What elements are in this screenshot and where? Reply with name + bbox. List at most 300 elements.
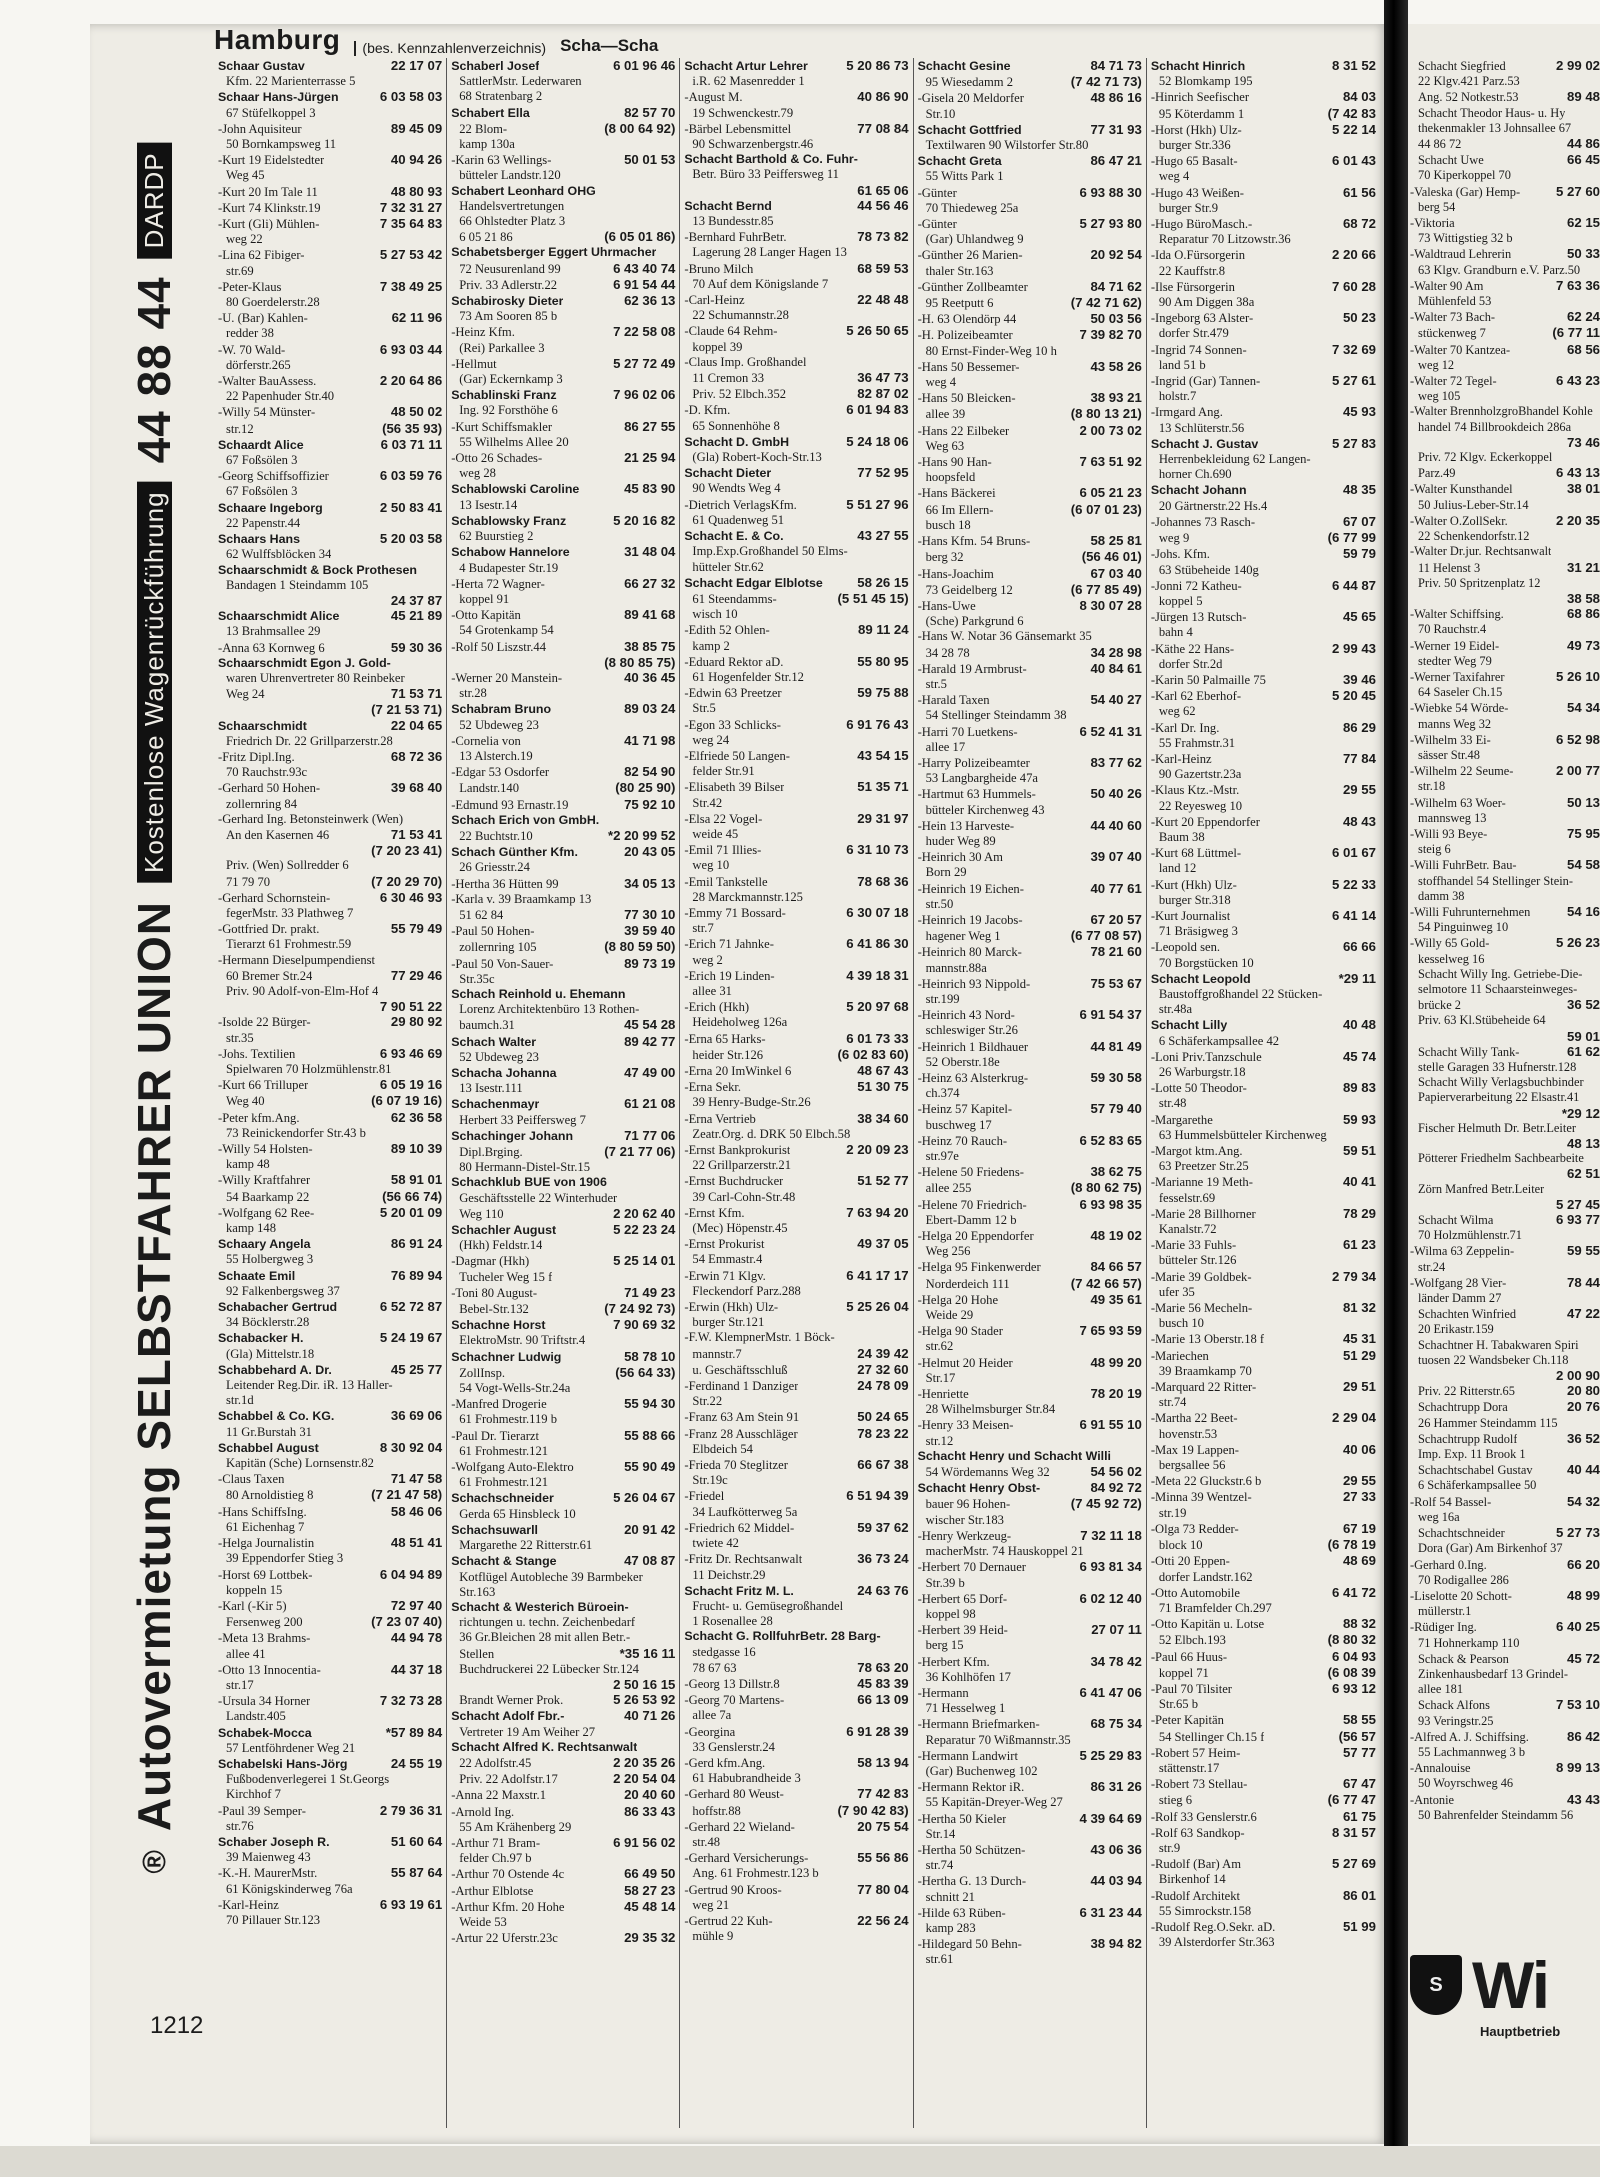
entry-phone: 54 56 02: [1090, 1464, 1142, 1480]
directory-entry: [684, 1158, 908, 1173]
entry-phone: 89 11 24: [858, 622, 909, 638]
entry-phone: 84 66 57: [1090, 1259, 1142, 1275]
directory-entry: [218, 1077, 442, 1093]
entry-name: 95 Reetputt 6: [925, 296, 994, 311]
entry-phone: 59 93: [1342, 1111, 1376, 1127]
entry-phone: 48 50 02: [390, 404, 443, 420]
entry-name: str.62: [925, 1339, 954, 1354]
directory-entry: [1410, 638, 1600, 654]
entry-name: -Gerd kfm.Ang.: [684, 1755, 766, 1770]
entry-name: -Otto 26 Schades-: [451, 451, 543, 466]
entry-phone: 5 25 14 01: [613, 1253, 676, 1269]
directory-entry: [1410, 1776, 1600, 1791]
entry-phone: 48 80 93: [390, 183, 443, 199]
directory-entry: [218, 342, 442, 358]
entry-name: Reparatur 70 Wißmannstr.35: [925, 1732, 1071, 1747]
directory-entry: [218, 1850, 442, 1865]
directory-entry: [1410, 58, 1600, 74]
entry-phone: 86 27 55: [624, 418, 676, 434]
entry-name: 71 79 70: [226, 874, 271, 889]
entry-name: -Wolfgang 62 Ree-: [218, 1205, 315, 1220]
directory-entry: [1151, 987, 1376, 1002]
entry-phone: 62 51: [1566, 1166, 1600, 1182]
entry-phone: 71 53 71: [390, 686, 443, 702]
entry-phone: 68 86: [1566, 606, 1600, 622]
entry-name: waren Uhrenvertreter 80 Reinbeker: [226, 670, 405, 685]
entry-name: -Valeska (Gar) Hemp-: [1410, 184, 1521, 199]
directory-entry: [918, 1716, 1142, 1732]
entry-name: 1 Rosenallee 28: [692, 1614, 773, 1629]
entry-name: burger Str.9: [1158, 200, 1219, 215]
entry-name: allee 31: [692, 983, 732, 998]
entry-name: -U. (Bar) Kahlen-: [218, 311, 308, 326]
entry-name: Zeatr.Org. d. DRK 50 Elbch.58: [692, 1126, 851, 1141]
directory-entry: [451, 1365, 675, 1381]
entry-name: -Ida O.Fürsorgerin: [1150, 248, 1246, 263]
entry-name: 95 Wiesedamm 2: [925, 75, 1014, 90]
entry-phone: 21 25 94: [624, 450, 676, 466]
directory-entry: [451, 121, 675, 137]
entry-phone: 78 68 36: [857, 873, 909, 889]
directory-entry: [1151, 1681, 1376, 1697]
directory-entry: [918, 1952, 1142, 1967]
entry-name: -Georg 70 Martens-: [684, 1693, 785, 1708]
entry-name: str.35: [226, 1030, 254, 1045]
directory-entry: [451, 403, 675, 418]
entry-name: mühle 9: [692, 1929, 734, 1944]
entry-name: Handelsvertretungen: [459, 198, 565, 213]
directory-entry: [451, 293, 675, 309]
entry-name: koppeln 15: [226, 1582, 283, 1597]
directory-entry: [1410, 263, 1600, 278]
entry-name: (Sche) Parkgrund 6: [925, 614, 1024, 629]
band-company: Autovermietung SELBSTFAHRER UNION: [128, 901, 180, 1832]
directory-entry: [684, 434, 908, 450]
directory-entry: [218, 1741, 442, 1756]
entry-name: Schaardt Alice: [218, 437, 304, 452]
entry-name: -Alfred A. J. Schiffsing.: [1410, 1729, 1529, 1744]
entry-name: kamp 148: [226, 1221, 277, 1236]
entry-phone: 6 43 13: [1556, 465, 1600, 481]
entry-name: Schaate Emil: [218, 1268, 296, 1283]
directory-entry: [1151, 1191, 1376, 1206]
entry-name: -Loni Priv.Tanzschule: [1150, 1049, 1262, 1064]
directory-entry: [218, 734, 442, 749]
directory-entry: [684, 1063, 908, 1079]
entry-phone: 6 52 83 65: [1079, 1132, 1142, 1148]
directory-entry: [918, 107, 1142, 122]
entry-name: -Olga 73 Redder-: [1150, 1521, 1239, 1536]
entry-name: -Gerhard Ing. Betonsteinwerk (Wen): [218, 811, 404, 826]
band-service: Kostenlose Wagenrückführung: [137, 481, 172, 883]
entry-phone: 29 55: [1342, 782, 1376, 798]
entry-name: Str.65 b: [1158, 1697, 1199, 1712]
entry-phone: (80 25 90): [615, 780, 676, 796]
entry-name: -Henry 33 Meisen-: [917, 1418, 1014, 1433]
entry-phone: 55 94 30: [624, 1396, 676, 1412]
directory-entry: [218, 1157, 442, 1172]
directory-entry: [1410, 1416, 1600, 1431]
directory-entry: [918, 708, 1142, 723]
entry-name: -Paul 66 Huus-: [1150, 1649, 1228, 1664]
entry-name: -Helga 20 Eppendorfer: [917, 1229, 1034, 1244]
entry-phone: 5 20 16 82: [613, 512, 676, 528]
directory-entry: [684, 152, 908, 167]
entry-phone: 29 31 97: [857, 810, 909, 826]
directory-entry: [1410, 168, 1600, 183]
entry-phone: 86 91 24: [390, 1236, 443, 1252]
entry-name: allee 41: [226, 1646, 266, 1661]
entry-name: mannsweg 13: [1418, 810, 1487, 825]
directory-entry: [1410, 200, 1600, 215]
directory-entry: [684, 622, 908, 638]
entry-name: -Georg 13 Dillstr.8: [684, 1676, 780, 1691]
directory-entry: [451, 1646, 675, 1662]
directory-entry: [451, 58, 675, 74]
directory-entry: [684, 936, 908, 952]
entry-name: 39 Eppendorfer Stieg 3: [226, 1551, 344, 1566]
directory-entry: [1410, 246, 1600, 262]
entry-phone: 6 91 28 39: [846, 1723, 909, 1739]
entry-name: -Rolf 54 Bassel-: [1410, 1494, 1492, 1509]
entry-name: 67 Foßsölen 3: [226, 453, 298, 468]
entry-name: (Gla) Mittelstr.18: [226, 1346, 315, 1361]
directory-entry: [218, 858, 442, 873]
directory-entry: [218, 200, 442, 216]
directory-entry: [1151, 153, 1376, 169]
directory-entry: [1410, 1136, 1600, 1151]
entry-name: 90 Wendts Weg 4: [692, 481, 781, 496]
entry-name: -Gerhard 50 Hohen-: [218, 781, 321, 796]
entry-phone: 6 51 94 39: [846, 1488, 909, 1504]
entry-name: Str.14: [925, 1826, 956, 1841]
directory-entry: [218, 1408, 442, 1424]
entry-name: Friedrich Dr. 22 Grillparzerstr.28: [226, 733, 393, 748]
directory-entry: [1151, 1112, 1376, 1128]
directory-entry: [1151, 530, 1376, 546]
entry-name: baumch.31: [459, 1018, 515, 1033]
directory-entry: [918, 1607, 1142, 1622]
entry-name: Str.39 b: [925, 1575, 965, 1590]
directory-entry: [1410, 1060, 1600, 1075]
directory-entry: [451, 639, 675, 655]
advert-logo: [1410, 1920, 1600, 2050]
directory-entry: [1151, 1174, 1376, 1190]
entry-name: -Hein 13 Harveste-: [917, 818, 1015, 833]
entry-name: Schack Alfons: [1418, 1698, 1490, 1713]
directory-entry: [1151, 89, 1376, 105]
entry-phone: (8 80 32: [1327, 1632, 1376, 1648]
entry-name: -Paul 39 Semper-: [218, 1803, 306, 1818]
directory-entry: [218, 1093, 442, 1109]
entry-phone: 2 99 02: [1556, 58, 1600, 73]
directory-entry: [451, 544, 675, 560]
directory-entry: [218, 1315, 442, 1330]
directory-entry: [918, 138, 1142, 153]
directory-entry: [918, 755, 1142, 771]
entry-name: 39 Alsterdorfer Str.363: [1158, 1935, 1275, 1950]
directory-entry: [684, 1755, 908, 1771]
entry-name: Schachsuwarll: [451, 1522, 538, 1537]
directory-entry: [1410, 1714, 1600, 1729]
entry-name: -Edgar 53 Osdorfer: [451, 765, 550, 780]
directory-entry: [1410, 1306, 1600, 1322]
entry-phone: 5 27 93 80: [1079, 216, 1142, 232]
entry-name: str.48: [692, 1834, 721, 1849]
entry-name: Elbdeich 54: [692, 1441, 753, 1456]
directory-entry: [1410, 121, 1600, 136]
directory-entry: [451, 387, 675, 403]
entry-phone: 78 73 82: [857, 229, 909, 245]
entry-name: SattlerMstr. Lederwaren: [459, 74, 582, 89]
entry-name: Ing. 92 Forsthöhe 6: [459, 403, 558, 418]
directory-entry: [684, 842, 908, 858]
entry-name: -Antonie: [1410, 1792, 1455, 1807]
entry-phone: 51 30 75: [857, 1079, 909, 1095]
directory-entry: [1410, 152, 1600, 168]
entry-name: -Cornelia von: [451, 733, 521, 748]
entry-name: -Annalouise: [1410, 1761, 1471, 1776]
directory-entry: [918, 90, 1142, 106]
directory-entry: [1410, 1212, 1600, 1228]
directory-entry: [1151, 908, 1376, 924]
entry-name: -Emil 71 Illies-: [684, 843, 762, 858]
entry-phone: 59 75 88: [857, 685, 909, 701]
entry-name: Schacht Gottfried: [917, 122, 1022, 137]
directory-entry: [1410, 952, 1600, 967]
entry-name: -Hans-Uwe: [917, 598, 976, 613]
directory-entry: [1410, 1029, 1600, 1044]
directory-entry: [218, 1709, 442, 1724]
entry-name: 61 Frohmestr.121: [459, 1443, 549, 1458]
entry-phone: 40 84 61: [1090, 660, 1142, 676]
entry-name: Schachler August: [451, 1223, 557, 1238]
directory-entry: [1151, 1601, 1376, 1616]
entry-name: -Wilma 63 Zeppelin-: [1410, 1244, 1515, 1259]
directory-entry: [684, 654, 908, 670]
entry-phone: 7 65 93 59: [1079, 1323, 1142, 1339]
entry-phone: 6 41 86 30: [846, 936, 909, 952]
entry-phone: 59 30 36: [390, 639, 443, 655]
entry-name: -Herbert 39 Heid-: [917, 1623, 1008, 1638]
entry-phone: 7 32 69: [1331, 341, 1376, 357]
entry-name: -Rudolf Reg.O.Sekr. aD.: [1150, 1919, 1276, 1934]
entry-name: Schabetsberger Eggert Uhrmacher: [451, 245, 657, 260]
entry-name: -Karl Dr. Ing.: [1150, 720, 1220, 735]
directory-entry: [1151, 641, 1376, 657]
entry-name: -Peter-Klaus: [218, 279, 282, 294]
directory-entry: [1151, 1395, 1376, 1410]
entry-phone: 88 32: [1342, 1616, 1376, 1632]
entry-phone: 49 73: [1566, 637, 1600, 653]
entry-name: Str.10: [925, 106, 956, 121]
entry-name: -Helmut 20 Heider: [917, 1355, 1013, 1370]
directory-entry: [1151, 1206, 1376, 1222]
entry-phone: 71 49 23: [624, 1284, 676, 1300]
directory-entry: [918, 992, 1142, 1007]
entry-name: 70 Rodigallee 286: [1418, 1572, 1509, 1587]
directory-entry: [451, 813, 675, 828]
directory-entry: [218, 1347, 442, 1362]
entry-phone: 2 99 43: [1331, 640, 1376, 656]
directory-entry: [451, 987, 675, 1002]
directory-entry: [218, 1268, 442, 1284]
directory-entry: [1410, 1151, 1600, 1166]
entry-name: stelle Garagen 33 Hufnerstr.128: [1418, 1060, 1577, 1074]
entry-name: 71 Bramfelder Ch.297: [1158, 1600, 1272, 1615]
entry-phone: 78 63 20: [857, 1659, 909, 1675]
entry-name: -Irmgard Ang.: [1150, 405, 1223, 420]
entry-name: stättenstr.17: [1158, 1760, 1220, 1775]
entry-name: stedter Weg 79: [1418, 653, 1492, 668]
entry-phone: 89 42 77: [624, 1033, 676, 1049]
directory-entry: [1151, 1632, 1376, 1648]
entry-name: 95 Köterdamm 1: [1158, 106, 1245, 121]
entry-name: 55 Witts Park 1: [925, 169, 1004, 184]
entry-name: -Robert 73 Stellau-: [1150, 1777, 1248, 1792]
band-logo: DARDP: [137, 142, 172, 258]
entry-phone: 55 80 95: [857, 653, 909, 669]
directory-entry: [1151, 1269, 1376, 1285]
directory-entry: [684, 229, 908, 245]
directory-entry: [1151, 1521, 1376, 1537]
entry-name: 13 Isestr.111: [459, 1081, 523, 1096]
entry-name: wisch 10: [692, 607, 738, 622]
entry-name: weg 9: [1158, 531, 1190, 546]
directory-entry: [218, 468, 442, 484]
entry-phone: 5 26 04 67: [613, 1490, 676, 1506]
directory-entry: [1151, 830, 1376, 845]
entry-name: Str.5: [692, 701, 716, 716]
entry-name: -K.-H. MaurerMstr.: [218, 1866, 318, 1881]
directory-entry: [218, 389, 442, 404]
directory-entry: [218, 326, 442, 341]
entry-name: Schaar Gustav: [218, 59, 305, 73]
entry-name: ufer 35: [1158, 1284, 1195, 1299]
entry-phone: 6 03 59 76: [379, 468, 443, 484]
directory-entry: [1410, 1431, 1600, 1447]
entry-phone: 82 87 02: [857, 386, 909, 402]
entry-name: -Jürgen 13 Rutsch-: [1150, 610, 1247, 625]
advertising-band-text: [127, 142, 181, 1873]
directory-entry: [684, 1676, 908, 1692]
entry-phone: 54 40 27: [1090, 692, 1142, 708]
entry-name: 73 Wittigstieg 32 b: [1418, 231, 1513, 246]
entry-name: stedgasse 16: [692, 1644, 756, 1659]
entry-name: brücke 2: [1418, 998, 1462, 1013]
entry-name: macherMstr. 74 Hauskoppel 21: [925, 1544, 1084, 1559]
directory-entry: [918, 692, 1142, 708]
directory-entry: [1410, 889, 1600, 904]
entry-phone: 45 48 14: [624, 1898, 676, 1914]
entry-name: 55 Kapitän-Dreyer-Weg 27: [925, 1795, 1063, 1810]
directory-entry: [1151, 971, 1376, 987]
entry-name: -John Aquisiteur: [218, 121, 302, 136]
directory-entry: [218, 1819, 442, 1834]
directory-entry: [218, 89, 442, 105]
entry-name: Schacht Henry Obst-: [917, 1481, 1041, 1496]
entry-name: hoffstr.88: [692, 1803, 741, 1818]
entry-name: zollernring 105: [459, 940, 537, 955]
entry-phone: 5 26 23: [1556, 935, 1600, 951]
entry-name: -Walter 72 Tegel-: [1410, 374, 1497, 389]
entry-name: 55 Lachmannweg 3 b: [1418, 1744, 1526, 1759]
directory-entry: [918, 661, 1142, 677]
directory-entry: [218, 1630, 442, 1646]
entry-name: 55 Am Krähenberg 29: [459, 1819, 572, 1834]
directory-entry: [918, 566, 1142, 582]
entry-name: 19 Schwenckestr.79: [692, 105, 794, 120]
directory-entry: [1410, 1013, 1600, 1028]
entry-name: -D. Kfm.: [684, 403, 731, 418]
entry-name: -Franz 28 Ausschläger: [684, 1426, 798, 1441]
entry-name: Schach Walter: [451, 1034, 537, 1049]
entry-phone: 24 37 87: [390, 592, 443, 608]
entry-phone: 5 20 45: [1331, 688, 1376, 704]
entry-name: redder 38: [226, 326, 274, 341]
directory-entry: [218, 827, 442, 843]
directory-entry: [451, 1175, 675, 1190]
entry-phone: 89 48: [1566, 89, 1600, 105]
directory-entry: [451, 1522, 675, 1538]
directory-entry: [918, 1417, 1142, 1433]
directory-entry: [451, 309, 675, 324]
entry-name: weg 24: [692, 732, 730, 747]
entry-name: -Hertha 36 Hütten 99: [451, 876, 559, 891]
directory-entry: [1410, 1368, 1600, 1383]
entry-name: Schaberl Josef: [451, 59, 540, 73]
directory-entry: [1151, 1537, 1376, 1553]
directory-entry: [684, 419, 908, 434]
entry-name: Baum 38: [1158, 829, 1205, 844]
directory-entry: [684, 1724, 908, 1740]
directory-entry: [451, 152, 675, 168]
entry-phone: 2 00 73 02: [1079, 422, 1142, 438]
entry-name: Schabacker H.: [218, 1331, 304, 1346]
entry-phone: 48 99: [1566, 1587, 1600, 1603]
entry-name: i.R. 62 Masenredder 1: [692, 74, 805, 89]
entry-name: (Gar) Buchenweg 102: [925, 1763, 1038, 1778]
entry-name: -Hans 50 Bessemer-: [917, 359, 1020, 374]
entry-phone: 67 20 57: [1090, 911, 1142, 927]
directory-entry: [1151, 373, 1376, 389]
entry-phone: 36 69 06: [390, 1408, 443, 1424]
entry-phone: 66 13 09: [857, 1692, 909, 1708]
directory-entry: [218, 437, 442, 453]
directory-entry: [684, 89, 908, 105]
entry-name: -Max 19 Lappen-: [1150, 1442, 1239, 1457]
entry-name: -Gerhard 22 Wieland-: [684, 1819, 795, 1834]
entry-name: -Heinz 63 Alsterkrug-: [917, 1071, 1029, 1085]
directory-entry: [1151, 1872, 1376, 1887]
entry-name: -Arthur 71 Bram-: [451, 1835, 541, 1850]
directory-entry: [684, 701, 908, 716]
directory-entry: [1151, 1065, 1376, 1080]
entry-name: 62 Buurstieg 2: [459, 529, 534, 544]
entry-name: -Friedrich 62 Middel-: [684, 1520, 795, 1535]
directory-entry: [684, 1330, 908, 1345]
entry-name: -Minna 39 Wentzel-: [1150, 1490, 1252, 1505]
entry-name: 61 Eichenhag 7: [226, 1519, 305, 1534]
directory-entry: [918, 677, 1142, 692]
entry-name: Imp.Exp.Großhandel 50 Elms-: [692, 544, 848, 559]
entry-phone: 5 27 53 42: [379, 247, 443, 263]
entry-phone: 6 30 46 93: [379, 889, 443, 905]
directory-entry: [684, 1111, 908, 1127]
directory-entry: [684, 1583, 908, 1599]
entry-name: -Willy 54 Münster-: [218, 405, 316, 420]
directory-entry: [451, 1317, 675, 1333]
